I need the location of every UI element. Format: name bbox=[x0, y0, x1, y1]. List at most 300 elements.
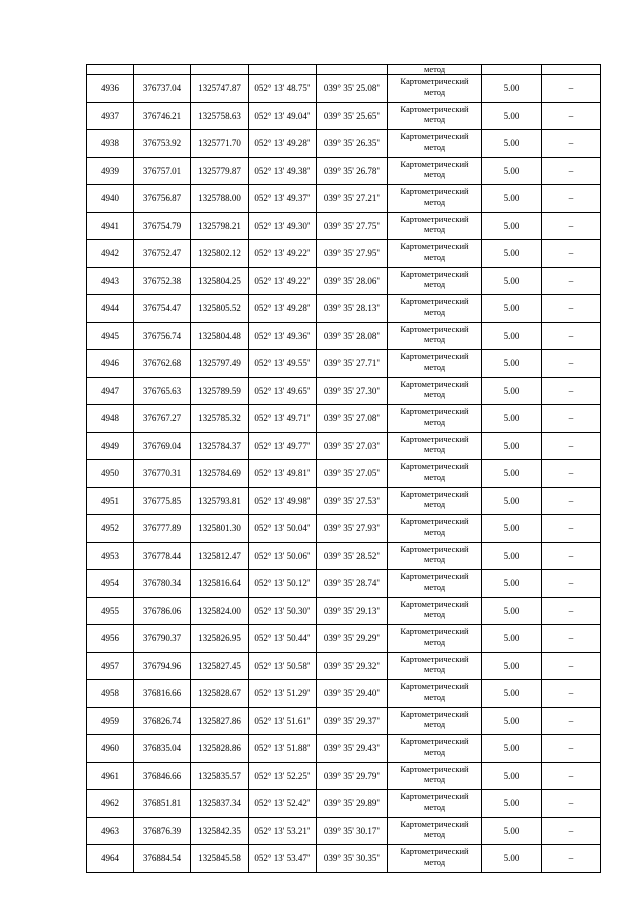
cell-longitude: 039° 35' 30.17" bbox=[317, 817, 388, 845]
cell-method bbox=[388, 240, 482, 268]
table-row bbox=[87, 597, 601, 625]
cell-x-coordinate: 376765.63 bbox=[134, 377, 191, 405]
cell-x-coordinate: 376769.04 bbox=[134, 432, 191, 460]
table-row bbox=[87, 515, 601, 543]
cell-point-number: 4961 bbox=[87, 762, 134, 790]
table-row bbox=[87, 570, 601, 598]
cell-accuracy: 5.00 bbox=[482, 625, 542, 653]
cell-x-coordinate: 376846.66 bbox=[134, 762, 191, 790]
cell-point-number: 4962 bbox=[87, 790, 134, 818]
cell-note: – bbox=[542, 487, 601, 515]
cell-point-number: 4956 bbox=[87, 625, 134, 653]
cell-point-number: 4940 bbox=[87, 185, 134, 213]
cell-longitude: 039° 35' 28.08" bbox=[317, 322, 388, 350]
cell-method bbox=[388, 460, 482, 488]
cell-note: – bbox=[542, 75, 601, 103]
method-line-1: Картометрический bbox=[400, 846, 469, 856]
cell-accuracy: 5.00 bbox=[482, 707, 542, 735]
cell-y-coordinate: 1325798.21 bbox=[191, 212, 249, 240]
cell-longitude: 039° 35' 27.95" bbox=[317, 240, 388, 268]
cell-accuracy: 5.00 bbox=[482, 185, 542, 213]
method-line-2: метод bbox=[423, 774, 446, 784]
cell-point-number: 4943 bbox=[87, 267, 134, 295]
cell-longitude: 039° 35' 26.78" bbox=[317, 157, 388, 185]
cell-point-number: 4952 bbox=[87, 515, 134, 543]
cell-accuracy: 5.00 bbox=[482, 322, 542, 350]
method-line-2: метод bbox=[423, 114, 446, 124]
cell-latitude: 052° 13' 50.12" bbox=[249, 570, 317, 598]
cell-note: – bbox=[542, 405, 601, 433]
method-line-2: метод bbox=[423, 471, 446, 482]
cell-accuracy: 5.00 bbox=[482, 350, 542, 378]
cell-longitude: 039° 35' 27.93" bbox=[317, 515, 388, 543]
method-line-2: метод bbox=[423, 554, 446, 564]
cell-note: – bbox=[542, 102, 601, 130]
table-row bbox=[87, 817, 601, 845]
table-row bbox=[87, 75, 601, 103]
cell-y-coordinate: 1325812.47 bbox=[191, 542, 249, 570]
cell-note: – bbox=[542, 680, 601, 708]
cell-accuracy: 5.00 bbox=[482, 597, 542, 625]
cell-longitude: 039° 35' 30.35" bbox=[317, 845, 388, 873]
cell-note: – bbox=[542, 212, 601, 240]
cell-longitude: 039° 35' 27.30" bbox=[317, 377, 388, 405]
cell-note: – bbox=[542, 377, 601, 405]
table-row bbox=[87, 405, 601, 433]
cell-note: – bbox=[542, 350, 601, 378]
method-line-1: Картометрический bbox=[400, 103, 469, 114]
cell-y-coordinate: 1325826.95 bbox=[191, 625, 249, 653]
cell-method bbox=[388, 597, 482, 625]
method-line-1: Картометрический bbox=[400, 681, 469, 691]
cell-method bbox=[388, 570, 482, 598]
cell-accuracy: 5.00 bbox=[482, 762, 542, 790]
method-line-2: метод bbox=[423, 856, 446, 867]
cell-longitude: 039° 35' 29.79" bbox=[317, 762, 388, 790]
method-line-1: Картометрический bbox=[400, 268, 469, 279]
cell-accuracy: 5.00 bbox=[482, 377, 542, 405]
method-line-2: метод bbox=[423, 224, 446, 234]
cell-empty bbox=[249, 65, 317, 75]
cell-y-coordinate: 1325804.48 bbox=[191, 322, 249, 350]
cell-latitude: 052° 13' 49.22" bbox=[249, 267, 317, 295]
cell-note: – bbox=[542, 185, 601, 213]
cell-x-coordinate: 376756.74 bbox=[134, 322, 191, 350]
cell-latitude: 052° 13' 49.38" bbox=[249, 157, 317, 185]
method-line-1: Картометрический bbox=[400, 653, 469, 664]
cell-longitude: 039° 35' 27.05" bbox=[317, 460, 388, 488]
cell-point-number: 4959 bbox=[87, 707, 134, 735]
method-line-1: Картометрический bbox=[400, 598, 469, 609]
table-body bbox=[87, 65, 601, 873]
cell-method bbox=[388, 762, 482, 790]
table-row bbox=[87, 625, 601, 653]
cell-longitude: 039° 35' 29.89" bbox=[317, 790, 388, 818]
cell-accuracy: 5.00 bbox=[482, 735, 542, 763]
cell-y-coordinate: 1325837.34 bbox=[191, 790, 249, 818]
cell-longitude: 039° 35' 29.40" bbox=[317, 680, 388, 708]
cell-longitude: 039° 35' 27.21" bbox=[317, 185, 388, 213]
method-line-2: метод bbox=[423, 416, 446, 427]
method-line-1: Картометрический bbox=[400, 708, 469, 719]
cell-latitude: 052° 13' 49.04" bbox=[249, 102, 317, 130]
method-line-2: метод bbox=[423, 691, 446, 702]
cell-latitude: 052° 13' 49.28" bbox=[249, 295, 317, 323]
cell-note: – bbox=[542, 625, 601, 653]
cell-longitude: 039° 35' 25.08" bbox=[317, 75, 388, 103]
cell-longitude: 039° 35' 29.32" bbox=[317, 652, 388, 680]
cell-accuracy: 5.00 bbox=[482, 212, 542, 240]
cell-latitude: 052° 13' 49.65" bbox=[249, 377, 317, 405]
method-line-2: метод bbox=[423, 306, 446, 317]
table-row bbox=[87, 130, 601, 158]
cell-y-coordinate: 1325788.00 bbox=[191, 185, 249, 213]
cell-method bbox=[388, 75, 482, 103]
cell-y-coordinate: 1325804.25 bbox=[191, 267, 249, 295]
cell-point-number: 4945 bbox=[87, 322, 134, 350]
method-line-1: Картометрический bbox=[400, 323, 469, 334]
method-line-1: Картометрический bbox=[400, 543, 469, 554]
cell-method bbox=[388, 350, 482, 378]
cell-y-coordinate: 1325827.45 bbox=[191, 652, 249, 680]
cell-point-number: 4960 bbox=[87, 735, 134, 763]
method-line-1: Картометрический bbox=[400, 736, 469, 746]
coordinates-table bbox=[86, 64, 601, 873]
cell-y-coordinate: 1325802.12 bbox=[191, 240, 249, 268]
cell-latitude: 052° 13' 50.30" bbox=[249, 597, 317, 625]
table-row bbox=[87, 487, 601, 515]
cell-x-coordinate: 376884.54 bbox=[134, 845, 191, 873]
cell-note: – bbox=[542, 845, 601, 873]
cell-accuracy: 5.00 bbox=[482, 295, 542, 323]
method-line-2: метод bbox=[423, 664, 446, 674]
cell-y-coordinate: 1325828.86 bbox=[191, 735, 249, 763]
cell-latitude: 052° 13' 49.30" bbox=[249, 212, 317, 240]
cell-empty bbox=[542, 65, 601, 75]
cell-empty bbox=[87, 65, 134, 75]
cell-point-number: 4950 bbox=[87, 460, 134, 488]
cell-method bbox=[388, 735, 482, 763]
cell-x-coordinate: 376753.92 bbox=[134, 130, 191, 158]
cell-point-number: 4957 bbox=[87, 652, 134, 680]
method-line-2: метод bbox=[423, 251, 446, 262]
cell-accuracy: 5.00 bbox=[482, 157, 542, 185]
cell-method bbox=[388, 185, 482, 213]
cell-x-coordinate: 376794.96 bbox=[134, 652, 191, 680]
cell-y-coordinate: 1325835.57 bbox=[191, 762, 249, 790]
method-line-2: метод bbox=[423, 389, 446, 399]
cell-longitude: 039° 35' 27.08" bbox=[317, 405, 388, 433]
cell-method bbox=[388, 405, 482, 433]
cell-point-number: 4951 bbox=[87, 487, 134, 515]
cell-latitude: 052° 13' 51.61" bbox=[249, 707, 317, 735]
cell-latitude: 052° 13' 49.77" bbox=[249, 432, 317, 460]
method-line-2: метод bbox=[423, 636, 446, 647]
cell-empty bbox=[134, 65, 191, 75]
cell-longitude: 039° 35' 28.52" bbox=[317, 542, 388, 570]
cell-note: – bbox=[542, 295, 601, 323]
cell-x-coordinate: 376746.21 bbox=[134, 102, 191, 130]
method-line-1: Картометрический bbox=[400, 516, 469, 526]
cell-point-number: 4954 bbox=[87, 570, 134, 598]
cell-latitude: 052° 13' 50.44" bbox=[249, 625, 317, 653]
cell-empty bbox=[191, 65, 249, 75]
cell-longitude: 039° 35' 29.29" bbox=[317, 625, 388, 653]
cell-accuracy: 5.00 bbox=[482, 405, 542, 433]
method-line-2: метод bbox=[423, 609, 446, 619]
cell-method bbox=[388, 212, 482, 240]
cell-y-coordinate: 1325784.69 bbox=[191, 460, 249, 488]
cell-latitude: 052° 13' 51.88" bbox=[249, 735, 317, 763]
cell-latitude: 052° 13' 51.29" bbox=[249, 680, 317, 708]
cell-x-coordinate: 376752.38 bbox=[134, 267, 191, 295]
cell-longitude: 039° 35' 27.71" bbox=[317, 350, 388, 378]
cell-method bbox=[388, 790, 482, 818]
continued-row bbox=[87, 65, 601, 75]
cell-point-number: 4937 bbox=[87, 102, 134, 130]
cell-longitude: 039° 35' 27.53" bbox=[317, 487, 388, 515]
cell-method bbox=[388, 432, 482, 460]
cell-latitude: 052° 13' 53.21" bbox=[249, 817, 317, 845]
cell-note: – bbox=[542, 762, 601, 790]
cell-point-number: 4941 bbox=[87, 212, 134, 240]
cell-accuracy: 5.00 bbox=[482, 817, 542, 845]
cell-accuracy: 5.00 bbox=[482, 542, 542, 570]
cell-note: – bbox=[542, 597, 601, 625]
method-line-1: Картометрический bbox=[400, 461, 469, 471]
method-line-1: Картометрический bbox=[400, 406, 469, 416]
cell-note: – bbox=[542, 817, 601, 845]
cell-x-coordinate: 376737.04 bbox=[134, 75, 191, 103]
table-row bbox=[87, 542, 601, 570]
cell-method bbox=[388, 487, 482, 515]
method-line-1: Картометрический bbox=[400, 213, 469, 224]
cell-x-coordinate: 376756.87 bbox=[134, 185, 191, 213]
method-line-2: метод bbox=[423, 526, 446, 537]
cell-method bbox=[388, 102, 482, 130]
table-row bbox=[87, 377, 601, 405]
cell-accuracy: 5.00 bbox=[482, 267, 542, 295]
cell-point-number: 4936 bbox=[87, 75, 134, 103]
table-row bbox=[87, 350, 601, 378]
method-line-1: Картометрический bbox=[400, 818, 469, 829]
cell-point-number: 4946 bbox=[87, 350, 134, 378]
cell-accuracy: 5.00 bbox=[482, 460, 542, 488]
cell-method bbox=[388, 625, 482, 653]
table-row bbox=[87, 652, 601, 680]
cell-method bbox=[388, 130, 482, 158]
cell-longitude: 039° 35' 29.43" bbox=[317, 735, 388, 763]
method-line-1: Картометрический bbox=[400, 131, 469, 141]
cell-longitude: 039° 35' 28.74" bbox=[317, 570, 388, 598]
cell-note: – bbox=[542, 735, 601, 763]
cell-point-number: 4963 bbox=[87, 817, 134, 845]
cell-note: – bbox=[542, 542, 601, 570]
cell-method bbox=[388, 157, 482, 185]
cell-accuracy: 5.00 bbox=[482, 515, 542, 543]
cell-point-number: 4948 bbox=[87, 405, 134, 433]
table-row bbox=[87, 460, 601, 488]
cell-accuracy: 5.00 bbox=[482, 487, 542, 515]
cell-accuracy: 5.00 bbox=[482, 432, 542, 460]
method-line-1: Картометрический bbox=[400, 158, 469, 169]
method-line-1: Картометрический bbox=[400, 186, 469, 196]
table-row bbox=[87, 762, 601, 790]
cell-x-coordinate: 376762.68 bbox=[134, 350, 191, 378]
cell-latitude: 052° 13' 49.81" bbox=[249, 460, 317, 488]
cell-method bbox=[388, 295, 482, 323]
cell-latitude: 052° 13' 50.58" bbox=[249, 652, 317, 680]
table-row bbox=[87, 185, 601, 213]
cell-point-number: 4964 bbox=[87, 845, 134, 873]
cell-longitude: 039° 35' 29.37" bbox=[317, 707, 388, 735]
method-line-2: метод bbox=[423, 719, 446, 729]
cell-point-number: 4958 bbox=[87, 680, 134, 708]
method-line-1: Картометрический bbox=[400, 488, 469, 499]
cell-point-number: 4953 bbox=[87, 542, 134, 570]
cell-x-coordinate: 376780.34 bbox=[134, 570, 191, 598]
method-line-2: метод bbox=[423, 196, 446, 207]
cell-point-number: 4939 bbox=[87, 157, 134, 185]
cell-x-coordinate: 376876.39 bbox=[134, 817, 191, 845]
cell-accuracy: 5.00 bbox=[482, 570, 542, 598]
method-line-2: метод bbox=[423, 581, 446, 592]
cell-y-coordinate: 1325816.64 bbox=[191, 570, 249, 598]
cell-method bbox=[388, 845, 482, 873]
cell-y-coordinate: 1325784.37 bbox=[191, 432, 249, 460]
cell-accuracy: 5.00 bbox=[482, 652, 542, 680]
cell-x-coordinate: 376752.47 bbox=[134, 240, 191, 268]
cell-method bbox=[388, 377, 482, 405]
table-row bbox=[87, 267, 601, 295]
cell-latitude: 052° 13' 49.71" bbox=[249, 405, 317, 433]
cell-note: – bbox=[542, 790, 601, 818]
cell-latitude: 052° 13' 52.25" bbox=[249, 762, 317, 790]
cell-x-coordinate: 376775.85 bbox=[134, 487, 191, 515]
cell-y-coordinate: 1325828.67 bbox=[191, 680, 249, 708]
method-line-1: Картометрический bbox=[400, 626, 469, 636]
method-line-1: Картометрический bbox=[400, 763, 469, 774]
cell-x-coordinate: 376816.66 bbox=[134, 680, 191, 708]
cell-x-coordinate: 376757.01 bbox=[134, 157, 191, 185]
cell-point-number: 4947 bbox=[87, 377, 134, 405]
cell-method bbox=[388, 515, 482, 543]
cell-y-coordinate: 1325771.70 bbox=[191, 130, 249, 158]
cell-x-coordinate: 376835.04 bbox=[134, 735, 191, 763]
cell-accuracy: 5.00 bbox=[482, 845, 542, 873]
cell-longitude: 039° 35' 28.06" bbox=[317, 267, 388, 295]
table-row bbox=[87, 790, 601, 818]
cell-longitude: 039° 35' 27.03" bbox=[317, 432, 388, 460]
cell-y-coordinate: 1325779.87 bbox=[191, 157, 249, 185]
cell-x-coordinate: 376767.27 bbox=[134, 405, 191, 433]
cell-longitude: 039° 35' 27.75" bbox=[317, 212, 388, 240]
method-line-1: Картометрический bbox=[400, 433, 469, 444]
cell-latitude: 052° 13' 49.22" bbox=[249, 240, 317, 268]
cell-longitude: 039° 35' 26.35" bbox=[317, 130, 388, 158]
cell-method bbox=[388, 322, 482, 350]
cell-latitude: 052° 13' 49.55" bbox=[249, 350, 317, 378]
cell-point-number: 4942 bbox=[87, 240, 134, 268]
cell-latitude: 052° 13' 50.06" bbox=[249, 542, 317, 570]
method-line-2: метод bbox=[423, 141, 446, 152]
cell-method bbox=[388, 267, 482, 295]
table-row bbox=[87, 212, 601, 240]
cell-latitude: 052° 13' 49.28" bbox=[249, 130, 317, 158]
cell-note: – bbox=[542, 240, 601, 268]
cell-note: – bbox=[542, 157, 601, 185]
cell-x-coordinate: 376786.06 bbox=[134, 597, 191, 625]
method-line-2: метод bbox=[423, 361, 446, 372]
cell-point-number: 4949 bbox=[87, 432, 134, 460]
cell-note: – bbox=[542, 707, 601, 735]
cell-note: – bbox=[542, 267, 601, 295]
cell-note: – bbox=[542, 460, 601, 488]
cell-method bbox=[388, 707, 482, 735]
method-line-1: Картометрический bbox=[400, 296, 469, 306]
cell-y-coordinate: 1325805.52 bbox=[191, 295, 249, 323]
cell-longitude: 039° 35' 25.65" bbox=[317, 102, 388, 130]
cell-y-coordinate: 1325793.81 bbox=[191, 487, 249, 515]
cell-method bbox=[388, 652, 482, 680]
cell-note: – bbox=[542, 130, 601, 158]
method-line-1: Картометрический bbox=[400, 76, 469, 86]
cell-y-coordinate: 1325785.32 bbox=[191, 405, 249, 433]
cell-y-coordinate: 1325758.63 bbox=[191, 102, 249, 130]
method-line-2: метод bbox=[423, 444, 446, 454]
cell-accuracy: 5.00 bbox=[482, 75, 542, 103]
cell-empty bbox=[482, 65, 542, 75]
cell-latitude: 052° 13' 49.37" bbox=[249, 185, 317, 213]
table-row bbox=[87, 432, 601, 460]
cell-point-number: 4938 bbox=[87, 130, 134, 158]
cell-longitude: 039° 35' 28.13" bbox=[317, 295, 388, 323]
cell-y-coordinate: 1325789.59 bbox=[191, 377, 249, 405]
table-row bbox=[87, 322, 601, 350]
cell-latitude: 052° 13' 48.75" bbox=[249, 75, 317, 103]
method-line-2: метод bbox=[423, 746, 446, 757]
method-line-2: метод bbox=[423, 499, 446, 509]
cell-accuracy: 5.00 bbox=[482, 130, 542, 158]
cell-y-coordinate: 1325747.87 bbox=[191, 75, 249, 103]
table-row bbox=[87, 680, 601, 708]
cell-latitude: 052° 13' 52.42" bbox=[249, 790, 317, 818]
method-line-2: метод bbox=[423, 86, 446, 97]
cell-note: – bbox=[542, 432, 601, 460]
table-row bbox=[87, 845, 601, 873]
cell-longitude: 039° 35' 29.13" bbox=[317, 597, 388, 625]
table-row bbox=[87, 735, 601, 763]
cell-method bbox=[388, 817, 482, 845]
cell-method-continued: метод bbox=[388, 65, 482, 75]
cell-accuracy: 5.00 bbox=[482, 790, 542, 818]
cell-y-coordinate: 1325824.00 bbox=[191, 597, 249, 625]
cell-accuracy: 5.00 bbox=[482, 240, 542, 268]
method-line-2: метод bbox=[423, 334, 446, 344]
cell-point-number: 4955 bbox=[87, 597, 134, 625]
method-line-2: метод bbox=[423, 169, 446, 179]
cell-latitude: 052° 13' 49.98" bbox=[249, 487, 317, 515]
cell-y-coordinate: 1325845.58 bbox=[191, 845, 249, 873]
cell-method bbox=[388, 542, 482, 570]
cell-y-coordinate: 1325801.30 bbox=[191, 515, 249, 543]
cell-latitude: 052° 13' 49.36" bbox=[249, 322, 317, 350]
table-row bbox=[87, 707, 601, 735]
method-line-1: Картометрический bbox=[400, 351, 469, 361]
cell-x-coordinate: 376790.37 bbox=[134, 625, 191, 653]
cell-method bbox=[388, 680, 482, 708]
method-line-1: Картометрический bbox=[400, 791, 469, 801]
